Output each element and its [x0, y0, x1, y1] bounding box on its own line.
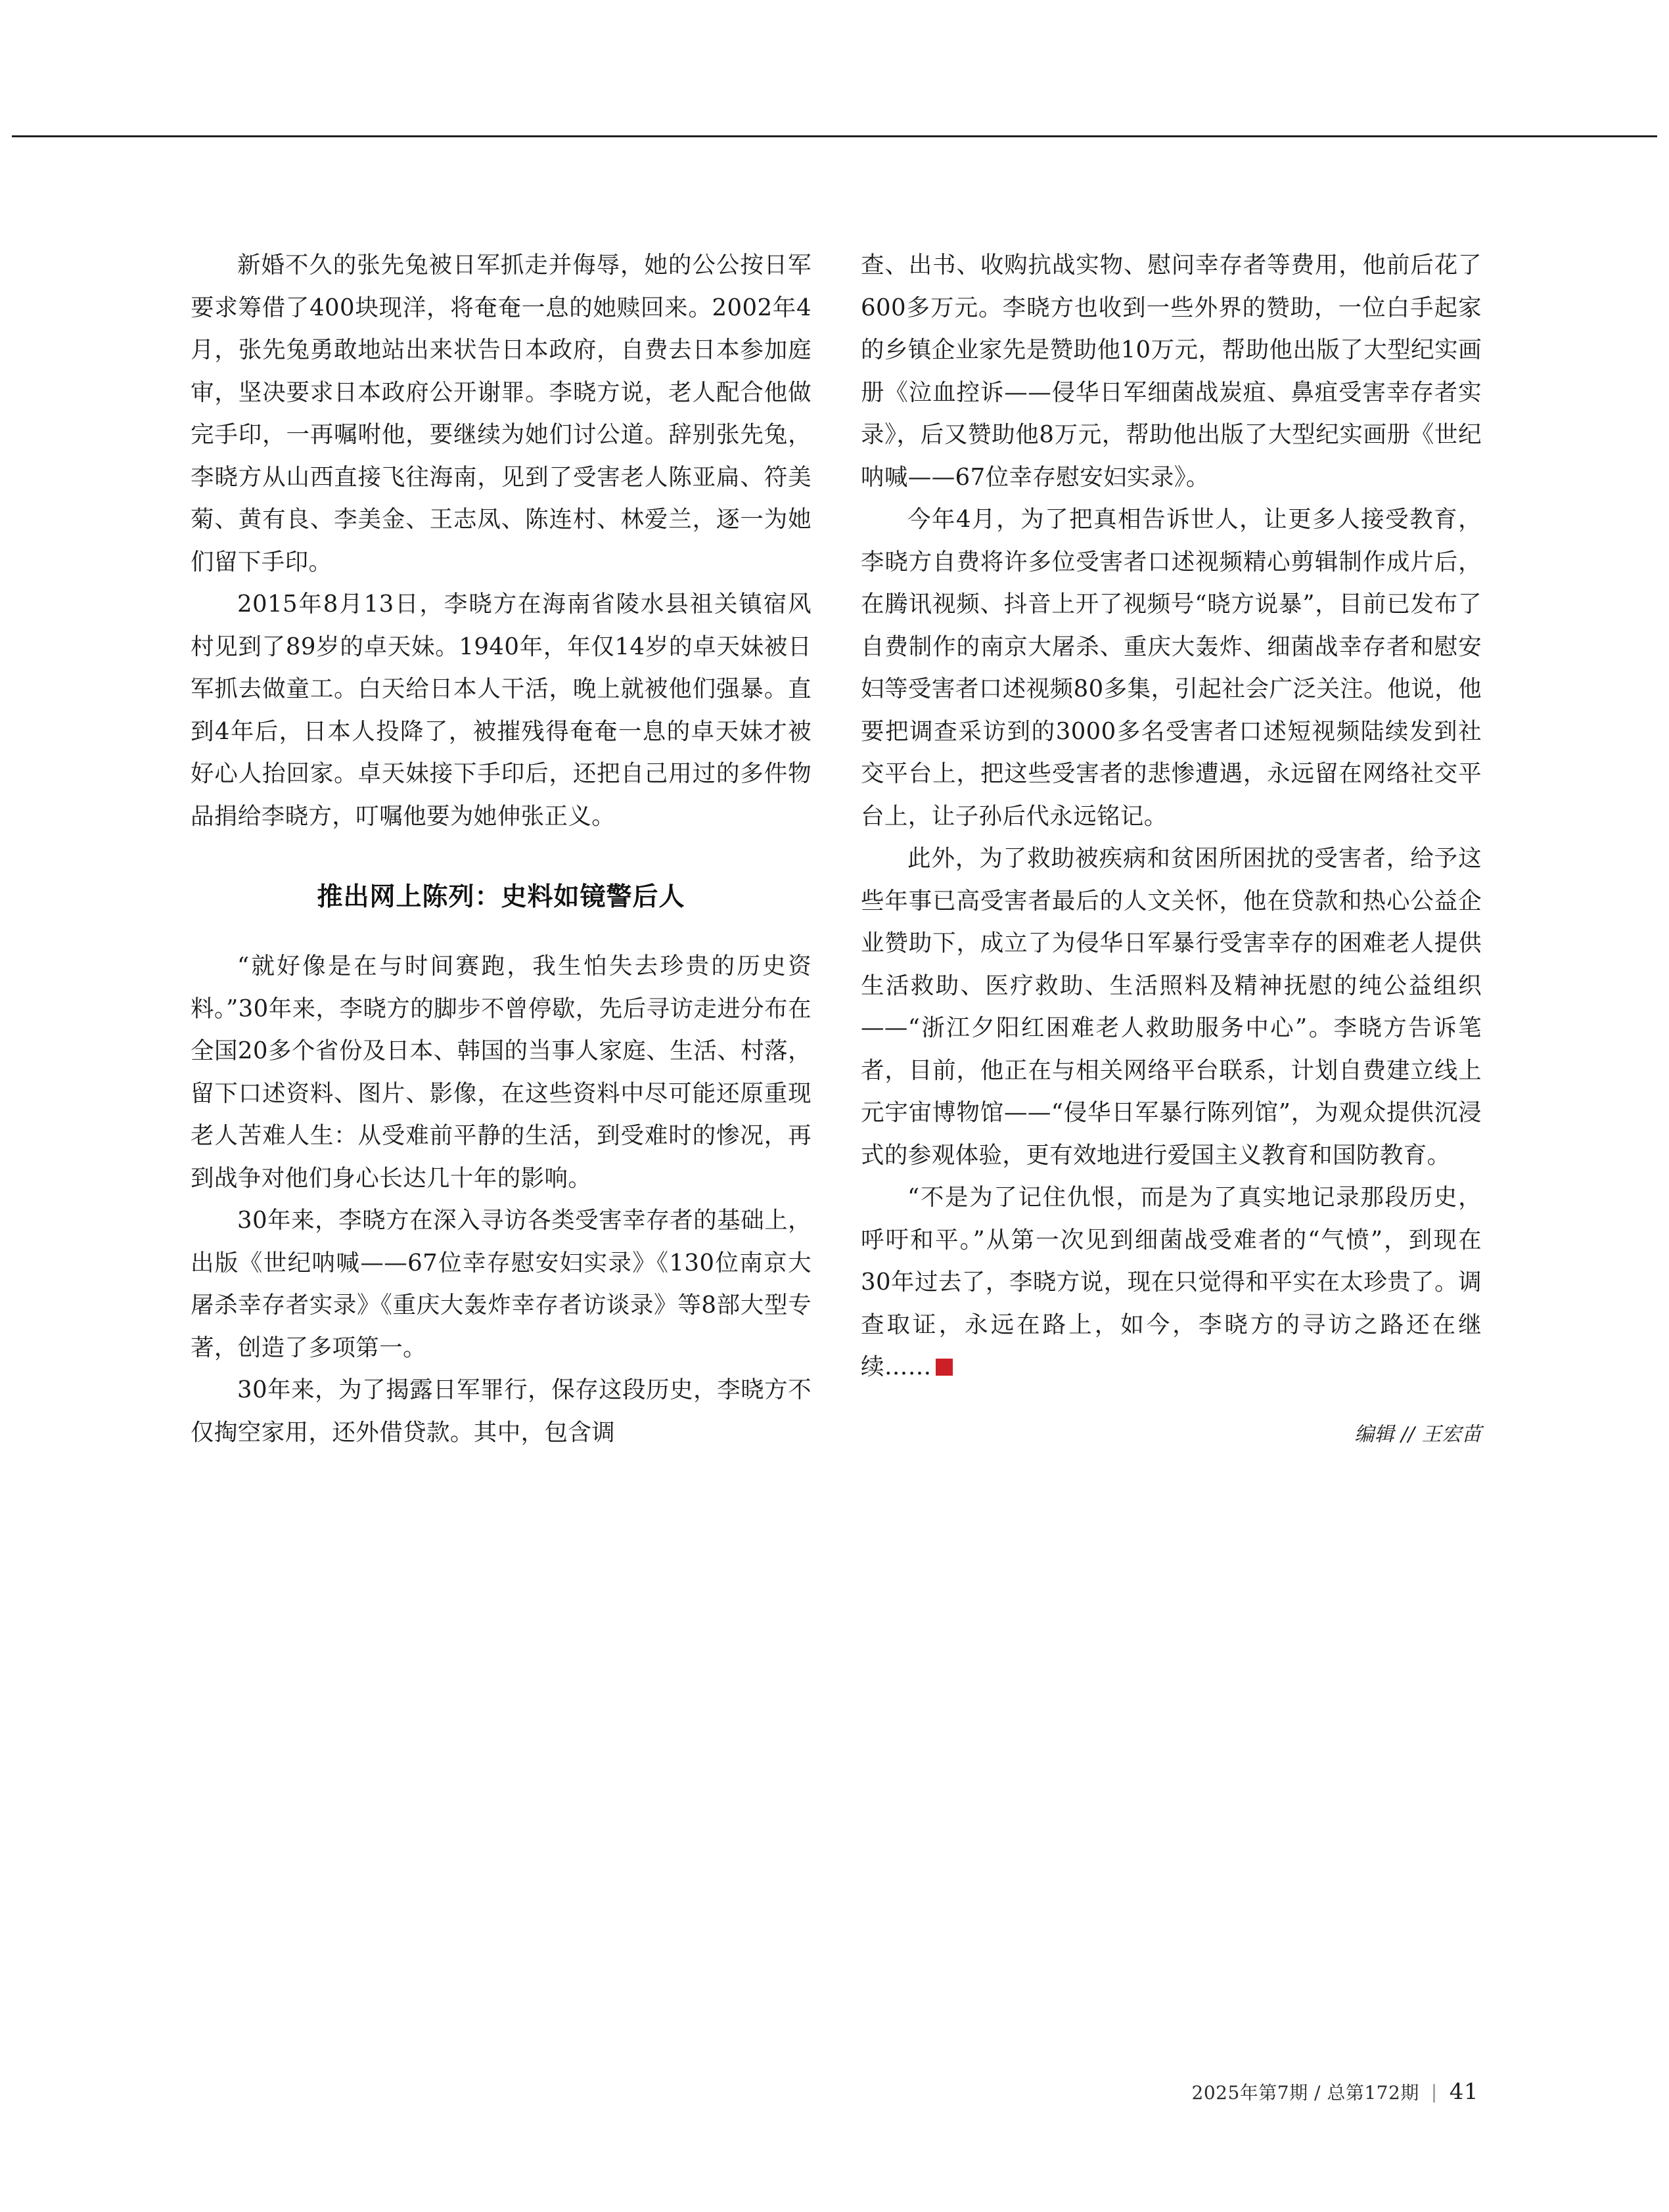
- paragraph: 查、出书、收购抗战实物、慰问幸存者等费用，他前后花了600多万元。李晓方也收到一些外界的赞助，一位白手起家的乡镇企业家先是赞助他10万元，帮助他出版了大型纪实画册《泣血控诉——侵华日军细菌战炭疽、鼻疽受害幸存者实录》，后又赞助他8万元，帮助他出版了大型纪实画册《世纪呐喊——67位幸存慰安妇实录》。: [861, 252, 1482, 491]
- page-number: 41: [1449, 2079, 1478, 2105]
- right-column: [861, 244, 1482, 1454]
- article-columns: [191, 244, 1482, 1454]
- paragraph: 此外，为了救助被疾病和贫困所困扰的受害者，给予这些年事已高受害者最后的人文关怀，他在贷款和热心公益企业赞助下，成立了为侵华日军暴行受害幸存的困难老人提供生活救助、医疗救助、生活照料及精神抚慰的纯公益组织——“浙江夕阳红困难老人救助服务中心”。李晓方告诉笔者，目前，他正在与相关网络平台联系，计划自费建立线上元宇宙博物馆——“侵华日军暴行陈列馆”，为观众提供沉浸式的参观体验，更有效地进行爱国主义教育和国防教育。: [861, 845, 1482, 1169]
- issue-info: 2025年第7期 / 总第172期: [1191, 2082, 1419, 2104]
- paragraph: “就好像是在与时间赛跑，我生怕失去珍贵的历史资料。”30年来，李晓方的脚步不曾停歇，先后寻访走进分布在全国20多个省份及日本、韩国的当事人家庭、生活、村落，留下口述资料、图片、影像，在这些资料中尽可能还原重现老人苦难人生：从受难前平静的生活，到受难时的惨况，再到战争对他们身心长达几十年的影响。: [191, 953, 812, 1192]
- left-column: [191, 244, 812, 1454]
- paragraph: 2015年8月13日，李晓方在海南省陵水县祖关镇宿风村见到了89岁的卓天妹。1940年，年仅14岁的卓天妹被日军抓去做童工。白天给日本人干活，晚上就被他们强暴。直到4年后，日本人投降了，被摧残得奄奄一息的卓天妹才被好心人抬回家。卓天妹接下手印后，还把自己用过的多件物品捐给李晓方，叮嘱他要为她伸张正义。: [191, 591, 812, 830]
- page-footer: [1192, 2079, 1478, 2105]
- paragraph-text: “不是为了记住仇恨，而是为了真实地记录那段历史，呼吁和平。”从第一次见到细菌战受难者的“气愤”，到现在30年过去了，李晓方说，现在只觉得和平实在太珍贵了。调查取证，永远在路上，如今，李晓方的寻访之路还在继续……: [861, 1184, 1482, 1380]
- paragraph: 30年来，李晓方在深入寻访各类受害幸存者的基础上，出版《世纪呐喊——67位幸存慰安妇实录》《130位南京大屠杀幸存者实录》《重庆大轰炸幸存者访谈录》等8部大型专著，创造了多项第一。: [191, 1207, 812, 1361]
- paragraph: 今年4月，为了把真相告诉世人，让更多人接受教育，李晓方自费将许多位受害者口述视频精心剪辑制作成片后，在腾讯视频、抖音上开了视频号“晓方说暴”，目前已发布了自费制作的南京大屠杀、重庆大轰炸、细菌战幸存者和慰安妇等受害者口述视频80多集，引起社会广泛关注。他说，他要把调查采访到的3000多名受害者口述短视频陆续发到社交平台上，把这些受害者的悲惨遭遇，永远留在网络社交平台上，让子孙后代永远铭记。: [861, 506, 1482, 830]
- paragraph: 30年来，为了揭露日军罪行，保存这段历史，李晓方不仅掏空家用，还外借贷款。其中，包含调: [191, 1376, 812, 1446]
- footer-separator: |: [1430, 2081, 1438, 2103]
- paragraph-final: [861, 1177, 1482, 1389]
- paragraph: 新婚不久的张先兔被日军抓走并侮辱，她的公公按日军要求筹借了400块现洋，将奄奄一息的她赎回来。2002年4月，张先兔勇敢地站出来状告日本政府，自费去日本参加庭审，坚决要求日本政府公开谢罪。李晓方说，老人配合他做完手印，一再嘱咐他，要继续为她们讨公道。辞别张先兔，李晓方从山西直接飞往海南，见到了受害老人陈亚扁、符美菊、黄有良、李美金、王志凤、陈连村、林爱兰，逐一为她们留下手印。: [191, 252, 812, 576]
- editor-credit: 编辑 // 王宏苗: [1354, 1422, 1482, 1446]
- section-heading: 推出网上陈列：史料如镜警后人: [317, 882, 685, 912]
- header-rule: [12, 135, 1657, 137]
- end-mark-icon: G: [936, 1359, 953, 1376]
